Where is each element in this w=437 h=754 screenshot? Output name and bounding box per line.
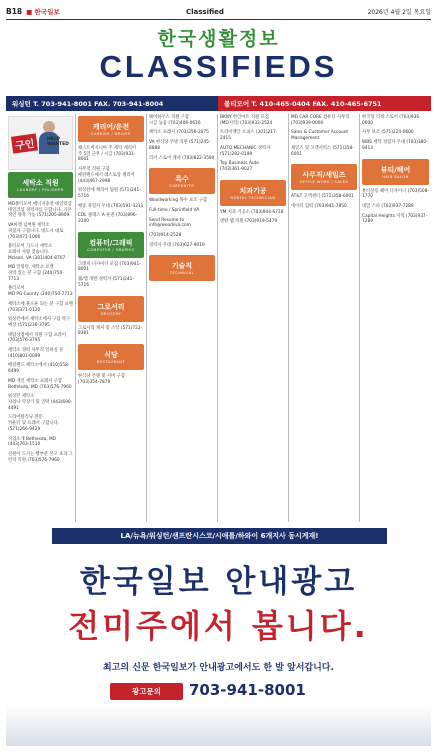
ad-inquiry-button[interactable]: 광고문의 <box>110 683 183 700</box>
listing-entry: YM 치과 기공소 (703)944-6718 <box>220 209 284 215</box>
computer-listings <box>76 261 146 294</box>
technical-header-en: TECHNICAL <box>169 271 195 276</box>
computer-header-ko: 컴퓨터/그래픽 <box>89 238 133 247</box>
column-3 <box>147 114 218 522</box>
listing-entry: MD CAR CORE 컴퓨터 사무직 (703)939-0000 <box>291 115 350 126</box>
listing-entry: 세탁소 경력 사무직 일하실 분 (410)801-0099 <box>8 348 64 359</box>
listing-entry: 세탁소 프레서 (703)256-2075 <box>149 130 209 136</box>
listing-entry: 직업소개 Bethesda, MD (443)763-1510 <box>8 436 56 448</box>
computer-header <box>78 232 144 258</box>
laundry-header-en: LAUNDRY / POLISHER <box>17 188 64 192</box>
office-header <box>291 164 357 190</box>
column-4-listings <box>218 114 288 178</box>
listing-entry: CDL 클래스 A 운전 (703)896-3140 <box>78 213 138 225</box>
restaurant-header-en: RESTAURANT <box>96 359 126 364</box>
beauty-header-ko: 뷰티/헤어 <box>380 165 411 174</box>
office-header-ko: 사무직/세일즈 <box>302 171 346 180</box>
column-2 <box>76 114 147 522</box>
dental-header-en: DENTAL TECHNICIAN <box>230 195 276 200</box>
listing-entry: BKNY 한인마트 직원 모집 (MD지역) (703)933-2524 <box>220 115 273 126</box>
listing-entry: 경력자 우대 (703)627-9019 <box>149 242 205 248</box>
grocery-listings <box>76 325 146 342</box>
grocery-header-ko: 그로서리 <box>97 302 125 311</box>
listing-entry: 세일즈 및 고객서비스 (571)358-6001 <box>291 145 354 157</box>
washington-contact: 워싱턴 T. 703-941-8001 FAX. 703-941-8004 <box>6 96 218 111</box>
help-wanted-badge: 구인 <box>11 133 38 153</box>
help-wanted-box <box>8 116 73 170</box>
dental-header-ko: 치과기공 <box>239 186 267 195</box>
masthead <box>0 24 437 82</box>
column-6-listings <box>360 114 431 157</box>
column-4 <box>218 114 289 522</box>
restaurant-header-ko: 식당 <box>104 350 118 359</box>
grocery-header-en: GROCERY <box>100 311 122 316</box>
laundry-header <box>8 172 73 198</box>
listing-entry: 덴탈 랩 직원 (703)919-5479 <box>220 219 278 225</box>
restaurant-header <box>78 344 144 370</box>
listing-entry: 웹/앱 개발 경력자 (571)241-5716 <box>78 277 134 288</box>
listing-entry: 트라이앵글 오피스 (301)217-2415 <box>220 130 278 142</box>
listing-entry: 그로서리 캐셔 및 스탁 (571)722-8381 <box>78 325 143 337</box>
listing-entry: Full-time / Sprinfield VA <box>149 207 200 213</box>
office-listings <box>289 193 359 214</box>
listing-entry: 워싱턴에 캐리어 팀원 (571)241-5716 <box>78 188 141 199</box>
listing-entry: MD 알링턴, 세탁소 포켓 경력 있는 분 구함 (240)750-7713 <box>8 265 64 282</box>
carrier-header <box>78 116 144 142</box>
baltimore-contact: 볼티모어 T. 410-465-0404 FAX. 410-465-6751 <box>218 96 431 111</box>
laundry-header-ko: 세탁소 직원 <box>22 179 59 187</box>
dental-listings <box>218 209 288 230</box>
listing-entry: Top Business Auto (703)361-9027 <box>220 161 259 172</box>
contact-bar <box>6 96 431 111</box>
beauty-header-en: HAIR SALON <box>382 174 409 179</box>
special-header-ko: 특수 <box>175 175 189 184</box>
listing-entry: Woodworking 목수 보조 구함 <box>149 198 208 204</box>
listing-entry: 신원이 드기는 빵부분 본고 초과 그런의 직원 (703)576-7960 <box>8 451 73 463</box>
listing-entry: VA 한식당 주방 직원 (571)245-8888 <box>149 140 211 151</box>
classified-columns <box>6 114 431 522</box>
grocery-header <box>78 296 144 322</box>
beauty-listings <box>360 188 431 231</box>
listing-entry: 웨스트버지니아 주 세탁 캐리어 주 5일 근무 / 시급 (703)931-8001 <box>78 146 137 163</box>
ad-subheadline: 전미주에서 봅니다. <box>68 607 369 645</box>
column-1-listings <box>6 201 75 468</box>
office-header-en: OFFICE WORK / SALES <box>299 180 349 185</box>
listing-entry: 데이터 입력 (703)941-7850 <box>291 203 347 209</box>
listing-entry: 워싱턴 세탁소 자리나 탁상가 및 연락 (443)690-4491 <box>8 394 73 411</box>
listing-entry: 사무직 직원 구함 메릴랜드에서 레스토랑 캐리어 (443)467-2998 <box>78 167 135 184</box>
masthead-korean: 한국생활정보 <box>157 28 280 50</box>
column-1 <box>6 114 76 522</box>
beauty-header <box>362 159 429 185</box>
listing-entry: 한국형 리쿼 스토어 (703)936-0000 <box>362 115 421 126</box>
listing-entry: MD 개인 세탁소 프레서 구함 Bethesda, MD (703)576-7960 <box>8 378 72 390</box>
listing-entry: 그래픽 디자이너 모집 (703)941-8001 <box>78 261 141 273</box>
listing-entry: 배송 경험자 우대 (703)591-3211 <box>78 203 144 209</box>
column-5 <box>289 114 360 522</box>
listing-entry: 볼티모어 가드니 세탁소 프레서 사람 찾습니다. Mclean, VA (301)404-8707 <box>8 244 66 261</box>
promo-advertisement <box>6 526 431 748</box>
listing-entry: 워싱턴에서 세탁소에서 구함 탁구매장 (571)236-3795 <box>8 317 71 328</box>
ad-tagbar: LA/뉴욕/워싱턴/샌프란시스코/시애틀/하와이 6개지사 동시게재! <box>52 528 387 544</box>
listing-entry: Send Resume to info@woodsva.com <box>149 217 191 229</box>
section-title: Classified <box>186 7 224 16</box>
listing-entry: WBS 세탁 경험자 우대 (703)380-9413 <box>362 140 428 151</box>
help-wanted-text: HELP WANTED <box>47 137 69 147</box>
carrier-header-ko: 캐리어/운전 <box>92 123 130 131</box>
page-header <box>6 5 431 18</box>
listing-entry: 한식당 주방 및 서버 구함 (703)354-7879 <box>78 373 125 385</box>
listing-entry: (703)914-2528 <box>149 233 182 239</box>
listing-entry: 드라이클리닝 전문 카운터 및 프레서 구합니다. (571)266-9429 <box>8 415 60 432</box>
masthead-english: CLASSIFIEDS <box>99 49 338 84</box>
listing-entry: VA마켓 넘버원 세탁소 경험자 구합니다. 대도시 대로 (703)471-1006 <box>8 223 64 240</box>
header-rule <box>6 19 431 20</box>
technical-header <box>149 255 215 281</box>
listing-entry: 웨어하우스 직원 구함 시급 높음 (703)406-0616 <box>149 115 201 126</box>
ad-tagline: 최고의 신문 한국일보가 안내광고에서도 한 발 앞서갑니다. <box>103 663 334 673</box>
restaurant-listings <box>76 373 146 390</box>
building-illustration <box>6 706 431 746</box>
listing-entry: 뷰티살롱 헤어 디자이너 (703)508-1770 <box>362 188 429 200</box>
dental-header <box>220 180 286 206</box>
listing-entry: 볼티모어 MD PG County (240)750-7713 <box>8 286 73 298</box>
page-number: B18 <box>6 7 23 16</box>
ad-phone[interactable]: 703-941-8001 <box>189 681 306 699</box>
listing-entry: AUTO MECHANIC 경력자 (571)282-0199 <box>220 145 271 157</box>
issue-date: 2026년 4월 2일 목요일 <box>367 9 431 16</box>
column-6 <box>360 114 431 522</box>
column-3-listings <box>147 114 217 166</box>
listing-entry: 사무 보조 (571)224-0600 <box>362 130 414 136</box>
special-header-en: CARPENTRY <box>169 184 195 189</box>
special-listings <box>147 197 217 253</box>
special-header <box>149 168 215 194</box>
listing-entry: AT&T 고객센터 (571)358-6001 <box>291 194 354 200</box>
newspaper-logo: ■ 한국일보 <box>26 8 60 16</box>
listing-entry: Capital Heights 지역 (703)937-7289 <box>362 213 428 225</box>
computer-header-en: COMPUTER / GRAPHIC <box>87 247 135 252</box>
listing-entry: 리커 스토어 캐셔 (703)822-3590 <box>149 155 215 161</box>
listing-entry: 세탁소에 풀오운 되는 분 구함 프렌 (703)371-0120 <box>8 301 73 313</box>
technical-header-ko: 기술직 <box>171 262 193 271</box>
listing-entry: 네일 스파 (703)937-7289 <box>362 203 414 209</box>
column-5-listings <box>289 114 359 162</box>
listing-entry: 테탑상점에서 직원 구함 프라이 (703)576-3795 <box>8 332 67 344</box>
listing-entry: 메릴랜드 세탁소에서 (410)558-6499 <box>8 363 70 375</box>
listing-entry: Sales & Customer Account Management <box>291 130 349 142</box>
carrier-header-en: CARRIER / DRIVER <box>91 132 131 136</box>
column-2-listings <box>76 145 146 230</box>
listing-entry: MD볼티모어 에너지충전 테일러샵 테일러샵 경력자를 구합니다. 기본적인 양복 가능 (571)205-8909 <box>8 202 72 219</box>
ad-headline: 한국일보 안내광고 <box>79 564 358 600</box>
